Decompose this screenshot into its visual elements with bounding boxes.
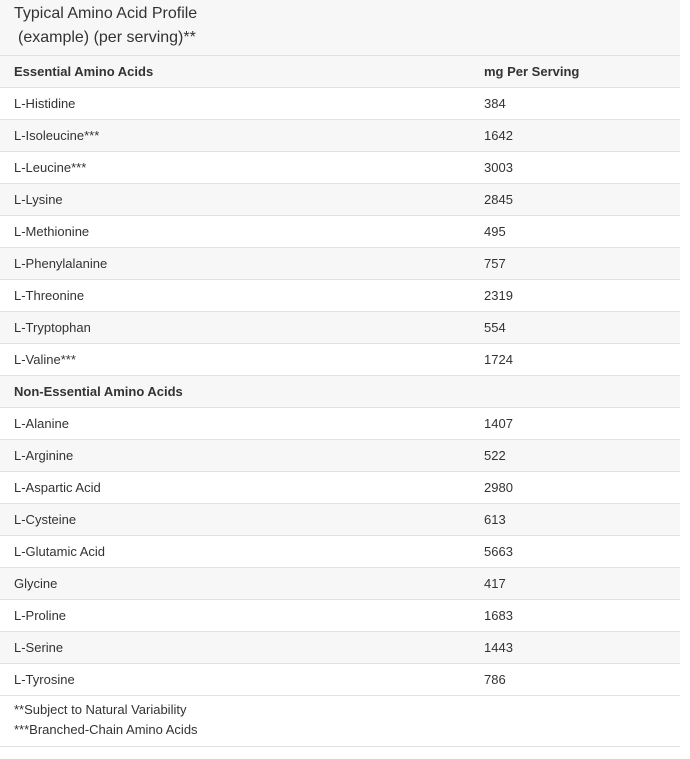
amino-acid-name: L-Tyrosine xyxy=(0,664,470,696)
amino-acid-value: 495 xyxy=(470,216,680,248)
amino-acid-value: 417 xyxy=(470,568,680,600)
table-row xyxy=(0,280,680,312)
table-row xyxy=(0,312,680,344)
header-mg-per-serving: mg Per Serving xyxy=(470,56,680,88)
table-header-row xyxy=(0,56,680,88)
table-row xyxy=(0,600,680,632)
amino-acid-name: L-Histidine xyxy=(0,88,470,120)
table-row xyxy=(0,568,680,600)
table-row xyxy=(0,120,680,152)
amino-acid-table xyxy=(0,56,680,696)
amino-acid-name: L-Leucine*** xyxy=(0,152,470,184)
amino-acid-name: Glycine xyxy=(0,568,470,600)
table-row xyxy=(0,632,680,664)
amino-acid-value: 522 xyxy=(470,440,680,472)
table-row xyxy=(0,504,680,536)
amino-acid-value: 2319 xyxy=(470,280,680,312)
amino-acid-value: 613 xyxy=(470,504,680,536)
header-essential-amino-acids: Essential Amino Acids xyxy=(0,56,470,88)
section-header-empty-cell xyxy=(470,376,680,408)
amino-acid-name: L-Tryptophan xyxy=(0,312,470,344)
amino-acid-name: L-Lysine xyxy=(0,184,470,216)
table-row xyxy=(0,440,680,472)
table-row xyxy=(0,184,680,216)
amino-acid-name: L-Phenylalanine xyxy=(0,248,470,280)
amino-acid-name: L-Methionine xyxy=(0,216,470,248)
table-caption xyxy=(0,0,680,56)
amino-acid-name: L-Proline xyxy=(0,600,470,632)
table-row xyxy=(0,664,680,696)
amino-acid-value: 1724 xyxy=(470,344,680,376)
table-row xyxy=(0,248,680,280)
amino-acid-name: L-Isoleucine*** xyxy=(0,120,470,152)
amino-acid-value: 1407 xyxy=(470,408,680,440)
amino-acid-name: L-Alanine xyxy=(0,408,470,440)
amino-acid-name: L-Threonine xyxy=(0,280,470,312)
amino-acid-value: 2980 xyxy=(470,472,680,504)
table-row xyxy=(0,88,680,120)
table-row xyxy=(0,216,680,248)
amino-acid-value: 384 xyxy=(470,88,680,120)
amino-acid-value: 1642 xyxy=(470,120,680,152)
table-row xyxy=(0,536,680,568)
table-row xyxy=(0,152,680,184)
amino-acid-value: 1683 xyxy=(470,600,680,632)
amino-acid-name: L-Glutamic Acid xyxy=(0,536,470,568)
amino-acid-name: L-Aspartic Acid xyxy=(0,472,470,504)
amino-acid-value: 5663 xyxy=(470,536,680,568)
table-row xyxy=(0,344,680,376)
amino-acid-name: L-Valine*** xyxy=(0,344,470,376)
non-essential-heading: Non-Essential Amino Acids xyxy=(0,376,470,408)
table-row xyxy=(0,472,680,504)
caption-subtitle: (example) (per serving)** xyxy=(18,29,196,46)
section-header-row xyxy=(0,376,680,408)
amino-acid-name: L-Arginine xyxy=(0,440,470,472)
amino-acid-name: L-Cysteine xyxy=(0,504,470,536)
amino-acid-value: 554 xyxy=(470,312,680,344)
amino-acid-name: L-Serine xyxy=(0,632,470,664)
amino-acid-value: 786 xyxy=(470,664,680,696)
footnotes xyxy=(0,696,680,747)
footnote-natural-variability: **Subject to Natural Variability xyxy=(14,702,187,717)
amino-acid-value: 1443 xyxy=(470,632,680,664)
amino-acid-value: 2845 xyxy=(470,184,680,216)
footnote-bcaa: ***Branched-Chain Amino Acids xyxy=(14,722,198,737)
amino-acid-value: 3003 xyxy=(470,152,680,184)
caption-title: Typical Amino Acid Profile xyxy=(14,5,198,22)
table-row xyxy=(0,408,680,440)
amino-acid-value: 757 xyxy=(470,248,680,280)
